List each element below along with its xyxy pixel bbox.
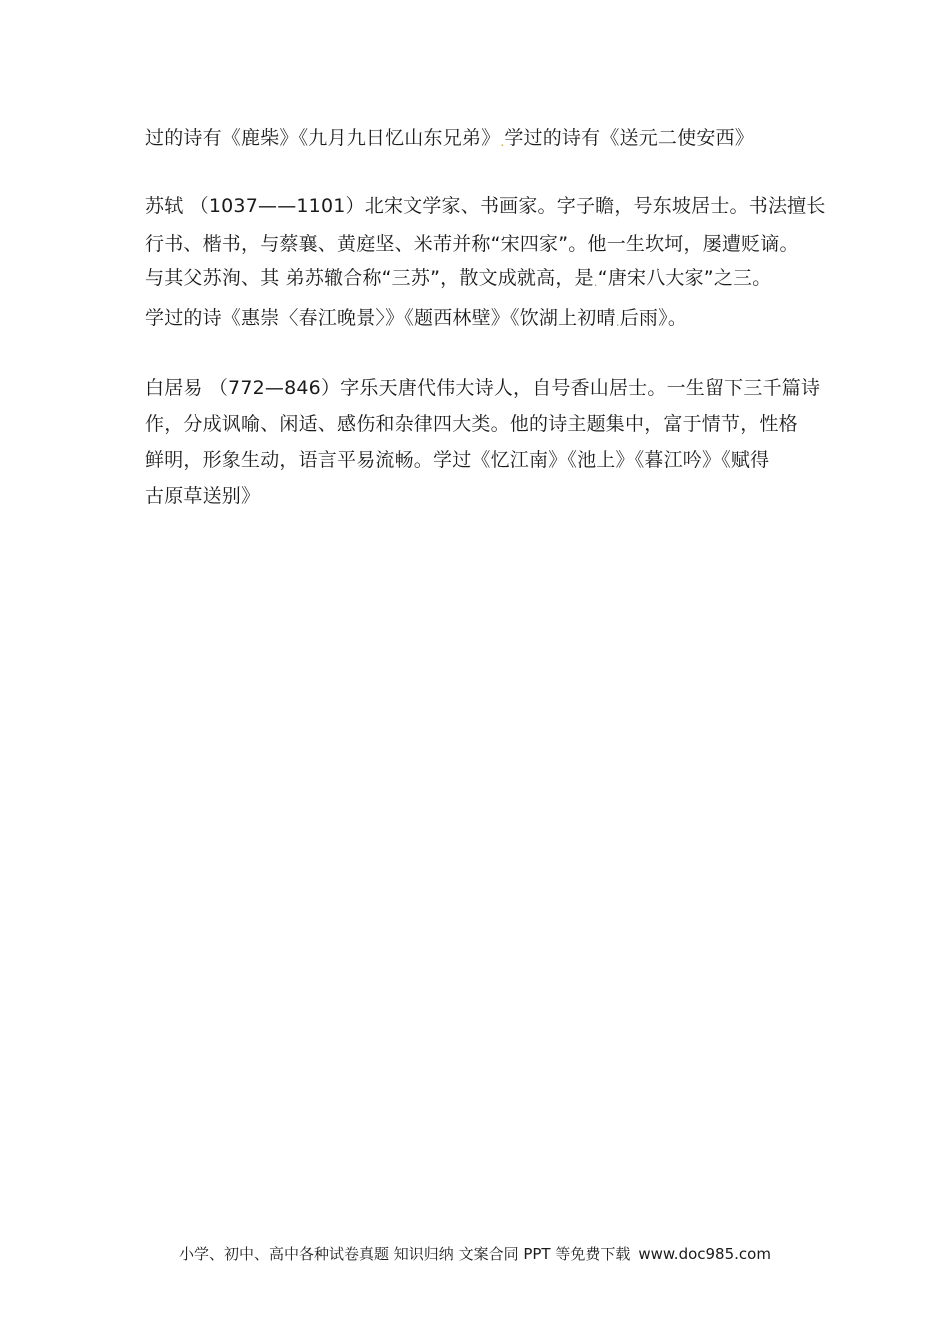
marker-dot: .	[593, 275, 598, 289]
marker-dot: .	[615, 315, 620, 329]
paragraph-1-line-1	[145, 126, 754, 154]
paragraph-2-line-4	[145, 306, 687, 334]
paragraph-2-line-1: 苏轼 （1037——1101）北宋文学家、书画家。字子瞻，号东坡居士。书法擅长	[145, 195, 826, 217]
footer-url[interactable]: www.doc985.com	[638, 1245, 771, 1263]
paragraph-2-line-4-a: 学过的诗《惠崇〈春江晚景〉》《题西林壁》《饮湖上初晴	[145, 307, 616, 329]
paragraph-3-line-4: 古原草送别》	[145, 485, 261, 507]
paragraph-1-text-b: 学过的诗有《送元二使安西》	[504, 127, 754, 149]
paragraph-2-line-3-a: 与其父苏洵、其 弟苏辙合称“三苏”，散文成就高，是	[145, 267, 594, 289]
paragraph-2-line-3	[145, 266, 771, 294]
paragraph-3-line-1: 白居易 （772—846）字乐天唐代伟大诗人，自号香山居士。一生留下三千篇诗	[145, 377, 821, 399]
paragraph-3-line-2: 作，分成讽喻、闲适、感伤和杂律四大类。他的诗主题集中，富于情节，性格	[145, 413, 798, 435]
footer-text: 小学、初中、高中各种试卷真题 知识归纳 文案合同 PPT 等免费下载	[179, 1245, 631, 1263]
paragraph-3-line-3: 鲜明，形象生动，语言平易流畅。学过《忆江南》《池上》《暮江吟》《赋得	[145, 449, 770, 471]
paragraph-2-line-4-b: 后雨》。	[619, 307, 688, 329]
paragraph-2-line-2: 行书、楷书，与蔡襄、黄庭坚、米芾并称“宋四家”。他一生坎坷，屡遭贬谪。	[145, 233, 799, 255]
paragraph-2-line-3-b: “唐宋八大家”之三。	[597, 267, 772, 289]
marker-dot: .	[500, 135, 505, 149]
page-footer	[0, 1244, 950, 1264]
paragraph-1-text-a: 过的诗有《鹿柴》《九月九日忆山东兄弟》	[145, 127, 501, 149]
